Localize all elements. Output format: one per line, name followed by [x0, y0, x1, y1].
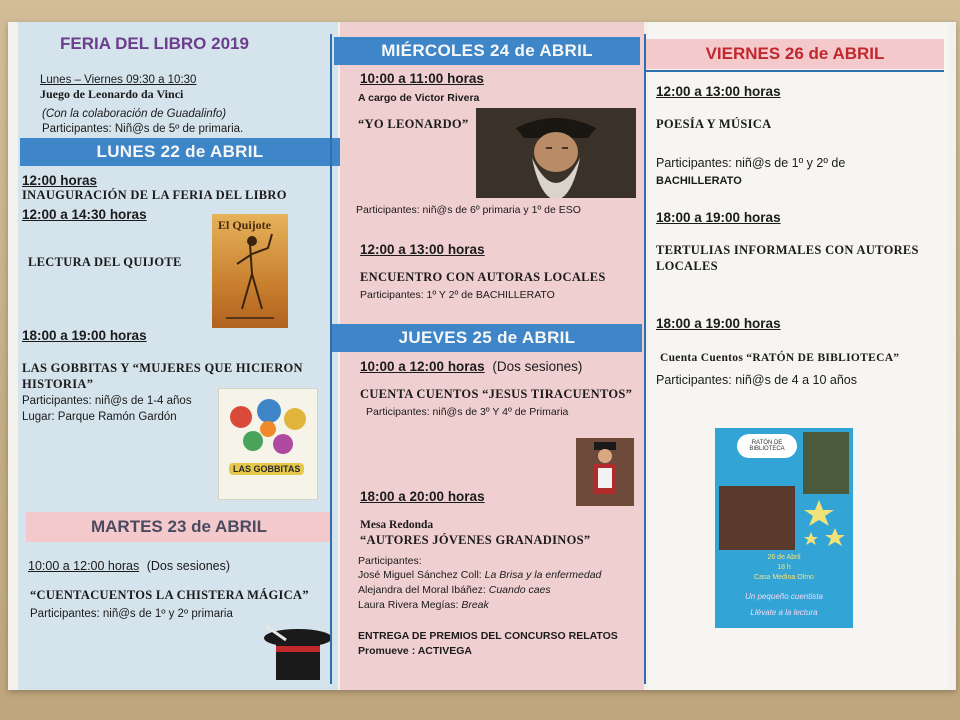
jueves-time-2: 18:00 a 20:00 horas — [360, 489, 485, 504]
martes-time-note: (Dos sesiones) — [146, 559, 231, 573]
storyteller-figure-illustration — [576, 438, 634, 506]
lunes-time-1: 12:00 horas — [22, 173, 98, 188]
lunes-participants-3: Participantes: niñ@s de 1-4 años — [22, 395, 192, 407]
poster-line-2: Llévate a la lectura — [750, 608, 818, 617]
column-divider-1 — [330, 34, 332, 684]
gobbitas-characters-illustration — [219, 389, 317, 499]
quijote-book-cover — [212, 214, 288, 328]
lunes-location-3: Lugar: Parque Ramón Gardón — [22, 411, 177, 423]
column-lunes-martes — [18, 22, 338, 690]
jueves-time-1: 10:00 a 12:00 horas — [360, 359, 485, 374]
jesus-tiracuentos-photo — [576, 438, 634, 506]
viernes-event-1: POESÍA Y MÚSICA — [656, 117, 772, 131]
poster-hour: 18 h — [777, 564, 791, 571]
miercoles-header: MIÉRCOLES 24 de ABRIL — [334, 37, 640, 65]
jueves-event-1: CUENTA CUENTOS “JESUS TIRACUENTOS” — [360, 387, 633, 401]
jueves-participants-1: Participantes: niñ@s de 3º Y 4º de Primaria — [366, 406, 569, 418]
author-3-name: Laura Rivera Megías: — [358, 599, 462, 611]
jueves-promoter: Promueve : ACTIVEGA — [358, 645, 472, 657]
author-2-book: Cuando caes — [488, 584, 551, 596]
poster-speech-bubble: RATÓN DE BIBLIOTECA — [737, 434, 797, 458]
jueves-header: JUEVES 25 de ABRIL — [332, 324, 642, 352]
leonardo-portrait-image — [476, 108, 636, 198]
column-viernes — [648, 22, 948, 690]
author-3-book: Break — [461, 599, 489, 611]
jueves-time-row — [360, 359, 582, 374]
miercoles-event-2: ENCUENTRO CON AUTORAS LOCALES — [360, 270, 606, 284]
intro-activity: Juego de Leonardo da Vinci — [40, 87, 184, 101]
column-miercoles-jueves — [340, 22, 644, 690]
lunes-time-3: 18:00 a 19:00 horas — [22, 328, 147, 343]
poster-date: 26 de Abril — [767, 554, 801, 561]
lunes-event-3: LAS GOBBITAS Y “MUJERES QUE HICIERON HISTORIA” — [22, 361, 303, 391]
viernes-event-2: TERTULIAS INFORMALES CON AUTORES LOCALES — [656, 243, 919, 273]
miercoles-participants-2: Participantes: 1º Y 2º de BACHILLERATO — [360, 289, 555, 301]
jueves-event-2: “AUTORES JÓVENES GRANADINOS” — [360, 533, 591, 547]
poster-photo-main — [719, 486, 795, 550]
martes-event-1: “CUENTACUENTOS LA CHISTERA MÁGICA” — [30, 588, 309, 602]
intro-collab: (Con la colaboración de Guadalinfo) — [42, 108, 227, 120]
jueves-prize-ceremony: ENTREGA DE PREMIOS DEL CONCURSO RELATOS — [358, 630, 618, 642]
viernes-time-1: 12:00 a 13:00 horas — [656, 84, 781, 99]
martes-time-1: 10:00 a 12:00 horas — [28, 559, 140, 573]
miercoles-time-2: 12:00 a 13:00 horas — [360, 242, 485, 257]
author-1-book: La Brisa y la enfermedad — [484, 569, 602, 581]
festival-flyer — [8, 22, 956, 690]
gobbitas-poster — [218, 388, 318, 500]
miercoles-participants-1: Participantes: niñ@s de 6º primaria y 1º de ESO — [356, 204, 581, 216]
lunes-event-2: LECTURA DEL QUIJOTE — [28, 255, 182, 269]
lunes-header: LUNES 22 de ABRIL — [20, 138, 340, 166]
jueves-author-2 — [358, 584, 551, 596]
jueves-author-3 — [358, 599, 489, 611]
flyer-title: FERIA DEL LIBRO 2019 — [60, 34, 249, 53]
quijote-cover-title: El Quijote — [218, 218, 271, 232]
poster-photo-top — [803, 432, 849, 494]
poster-place: Casa Medina Olmo — [754, 574, 814, 581]
viernes-participants-1b: BACHILLERATO — [656, 175, 742, 187]
viernes-event-3: Cuenta Cuentos “RATÓN DE BIBLIOTECA” — [660, 352, 900, 364]
viernes-participants-3: Participantes: niñ@s de 4 a 10 años — [656, 373, 858, 387]
author-2-name: Alejandra del Moral Ibáñez: — [358, 584, 489, 596]
viernes-time-2: 18:00 a 19:00 horas — [656, 210, 781, 225]
jueves-time-note: (Dos sesiones) — [492, 359, 583, 374]
martes-participants-1: Participantes: niñ@s de 1º y 2º primaria — [30, 608, 233, 620]
poster-stars-icon — [799, 498, 849, 558]
gobbitas-poster-title: LAS GOBBITAS — [229, 463, 304, 475]
intro-participants: Participantes: Niñ@s de 5º de primaria. — [42, 123, 244, 135]
viernes-time-3: 18:00 a 19:00 horas — [656, 316, 781, 331]
jueves-author-1 — [358, 569, 601, 581]
lunes-event-1: INAUGURACIÓN DE LA FERIA DEL LIBRO — [22, 188, 287, 202]
martes-time-row — [28, 559, 230, 573]
viernes-participants-1a: Participantes: niñ@s de 1º y 2º de — [656, 156, 846, 170]
author-1-name: José Miguel Sánchez Coll: — [358, 569, 485, 581]
viernes-header: VIERNES 26 de ABRIL — [646, 39, 944, 69]
jueves-mesa-label: Mesa Redonda — [360, 519, 434, 531]
lunes-time-2: 12:00 a 14:30 horas — [22, 207, 147, 222]
poster-line-1: Un pequeño cuentista — [745, 592, 823, 601]
miercoles-event-1: “YO LEONARDO” — [358, 117, 469, 131]
martes-header: MARTES 23 de ABRIL — [26, 512, 332, 542]
viernes-header-rule — [646, 70, 944, 72]
magic-top-hat-image — [258, 622, 338, 684]
raton-de-biblioteca-poster — [715, 428, 853, 628]
intro-schedule: Lunes – Viernes 09:30 a 10:30 — [40, 74, 197, 86]
leonardo-face-illustration — [476, 108, 636, 198]
miercoles-time-1: 10:00 a 11:00 horas — [360, 71, 484, 86]
don-quijote-illustration — [212, 214, 288, 328]
jueves-participants-label: Participantes: — [358, 555, 422, 567]
miercoles-speaker: A cargo de Victor Rivera — [358, 92, 480, 104]
column-divider-2 — [644, 34, 646, 684]
